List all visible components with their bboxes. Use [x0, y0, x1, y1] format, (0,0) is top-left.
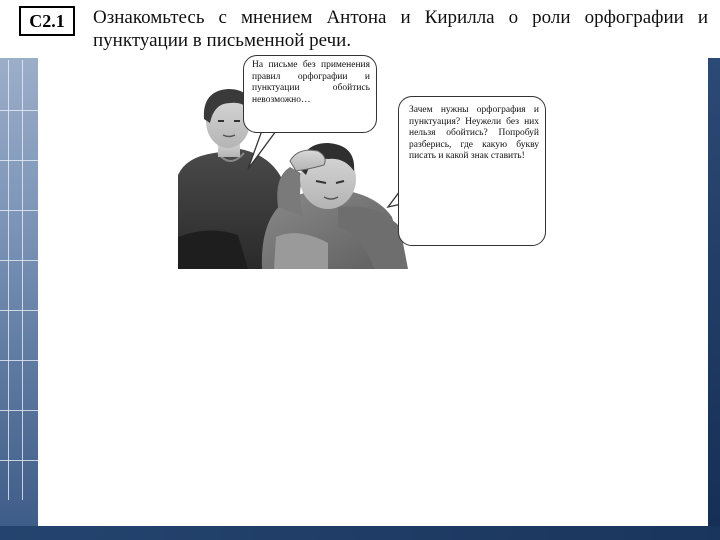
- kirill-speech-text: Зачем нужны орфография и пунктуация? Неужели без них нельзя обойтись? Попробуй разберись, где какую букву писать и какой знак ставить!: [409, 105, 539, 161]
- grid-line: [0, 460, 38, 461]
- anton-speech-text: На письме без применения правил орфографии и пунктуации обойтись невозможно…: [252, 60, 370, 105]
- grid-line: [0, 210, 38, 211]
- grid-line: [0, 260, 38, 261]
- slide-side-panel: [0, 0, 40, 540]
- slide-right-edge: [708, 58, 720, 540]
- slide-bottom-edge: [0, 526, 720, 540]
- kirill-figure: [262, 143, 408, 269]
- kirill-speech-bubble: [398, 96, 546, 246]
- grid-line: [0, 310, 38, 311]
- grid-line: [0, 110, 38, 111]
- grid-line: [0, 360, 38, 361]
- grid-line: [0, 160, 38, 161]
- task-instruction: Ознакомьтесь с мнением Антона и Кирилла о роли орфографии и пунктуации в письменной речи.: [93, 7, 708, 51]
- grid-line: [22, 60, 23, 500]
- grid-line: [0, 410, 38, 411]
- task-number: С2.1: [29, 10, 65, 31]
- task-number-box: [19, 6, 75, 36]
- grid-line: [8, 60, 9, 500]
- anton-speech-bubble: [243, 55, 377, 133]
